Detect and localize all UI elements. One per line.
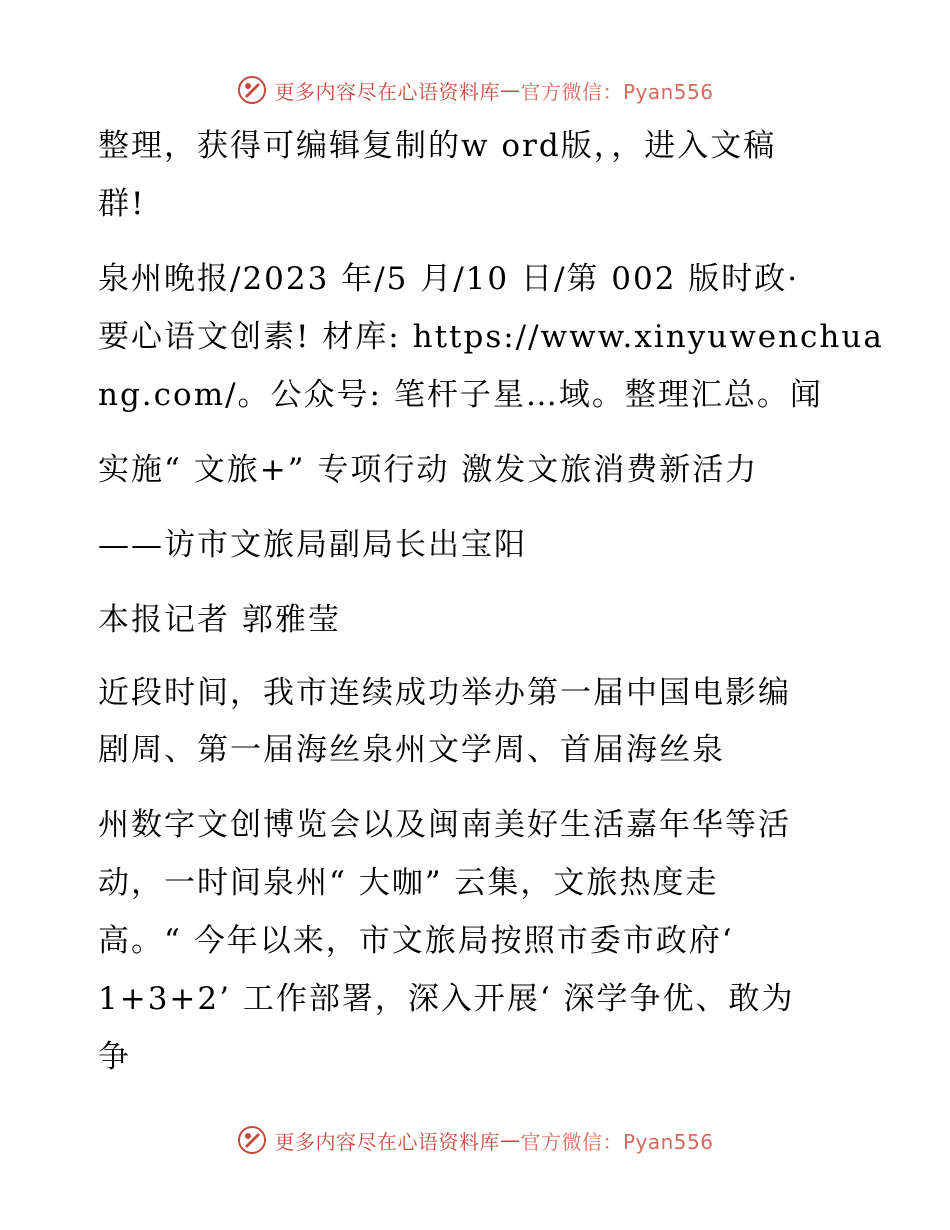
banner-separator: —	[499, 1128, 521, 1152]
article-subtitle: ——访市文旅局副局长出宝阳	[98, 527, 527, 563]
banner-separator: —	[499, 78, 521, 102]
body-line: 近段时间，我市连续成功举办第一届中国电影编	[98, 675, 791, 711]
article-byline: 本报记者 郭雅莹	[98, 602, 341, 638]
banner-wechat: 官方微信：Pyan556	[520, 1129, 714, 1154]
body-line: 群!	[98, 186, 146, 222]
logo-icon	[236, 74, 268, 106]
body-line: 1+3+2’ 工作部署，深入开展‘ 深学争优、敢为	[98, 981, 795, 1017]
article-title: 实施“ 文旅+” 专项行动 激发文旅消费新活力	[98, 452, 759, 488]
banner-text: 更多内容尽在心语资料库	[274, 79, 500, 104]
body-line: 要心语文创素! 材库: https://www.xinyuwenchua	[98, 319, 884, 355]
logo-icon	[236, 1124, 268, 1156]
body-line: 整理，获得可编辑复制的w ord版，，进入文稿	[98, 128, 777, 164]
header-banner	[0, 70, 950, 110]
body-line: 高。“ 今年以来，市文旅局按照市委市政府‘	[98, 923, 734, 959]
body-line: ng.com/。公众号: 笔杆子星…域。整理汇总。闻	[98, 377, 823, 413]
body-line: 剧周、第一届海丝泉州文学周、首届海丝泉	[98, 732, 725, 768]
body-line: 州数字文创博览会以及闽南美好生活嘉年华等活	[98, 807, 791, 843]
body-line: 动，一时间泉州“ 大咖” 云集，文旅热度走	[98, 865, 719, 901]
body-line: 泉州晚报/2023 年/5 月/10 日/第 002 版时政·	[98, 261, 800, 297]
body-line: 争	[98, 1039, 131, 1075]
footer-banner	[0, 1120, 950, 1160]
banner-wechat: 官方微信：Pyan556	[520, 79, 714, 104]
banner-text: 更多内容尽在心语资料库	[274, 1129, 500, 1154]
